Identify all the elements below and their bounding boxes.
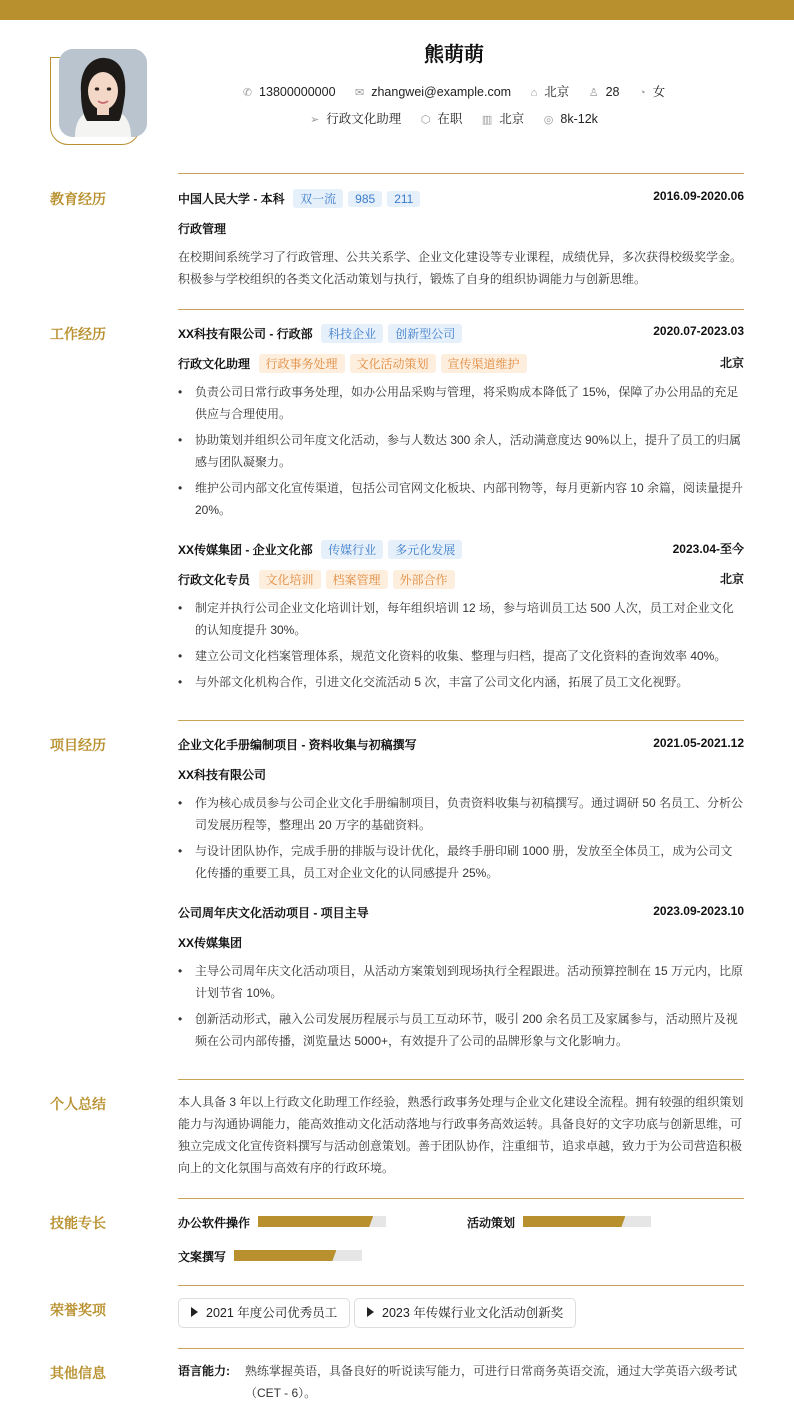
location-item	[531, 82, 570, 100]
project-date: 2023.09-2023.10	[653, 904, 744, 918]
project-title: 企业文化手册编制项目 - 资料收集与初稿撰写	[178, 738, 417, 752]
age-text: 28	[605, 85, 620, 99]
education-description: 在校期间系统学习了行政管理、公共关系学、企业文化建设等专业课程，成绩优异，多次获得校级奖学金。积极参与学校组织的各类文化活动策划与执行，锻炼了自身的组织协调能力与创新思维。	[178, 250, 743, 286]
location-text: 北京	[544, 85, 570, 99]
skill-tag: 外部合作	[393, 570, 455, 589]
other-label: 语言能力:	[178, 1364, 230, 1378]
status-item	[421, 109, 463, 127]
section-title-skills: 技能专长	[50, 1215, 106, 1231]
other-text: 熟练掌握英语，具备良好的听说读写能力，可进行日常商务英语交流，通过大学英语六级考试（CET - 6）。	[245, 1364, 738, 1400]
company-name: XX传媒集团 - 企业文化部	[178, 543, 313, 557]
age-icon: ♙	[588, 87, 599, 99]
skill-bar	[258, 1216, 386, 1227]
work-bullet: • 协助策划并组织公司年度文化活动，参与人数达 300 余人，活动满意度达 90%以上，提升了员工的归属感与团队凝聚力。	[178, 429, 744, 473]
city-text: 北京	[499, 112, 525, 126]
work-city: 北京	[719, 356, 744, 370]
job-role: 行政文化专员	[178, 573, 251, 587]
skill-name: 文案撰写	[178, 1250, 227, 1264]
work-city: 北京	[719, 572, 744, 586]
section-title-summary: 个人总结	[50, 1096, 106, 1112]
job-role: 行政文化助理	[178, 357, 251, 371]
company-tag: 多元化发展	[388, 540, 462, 559]
skill-name: 活动策划	[467, 1216, 516, 1230]
company-tag: 科技企业	[321, 324, 383, 343]
work-role-row	[178, 354, 744, 373]
major: 行政管理	[178, 222, 227, 236]
company-tag: 创新型公司	[388, 324, 462, 343]
salary-icon: ◎	[543, 114, 554, 126]
project-header	[178, 904, 744, 921]
skill-tag: 档案管理	[326, 570, 388, 589]
position-text: 行政文化助理	[326, 112, 402, 126]
salary-item	[544, 112, 598, 126]
status-text: 在职	[437, 112, 463, 126]
work-bullets	[178, 597, 744, 693]
phone-item	[243, 85, 336, 99]
gender-icon: ◔	[638, 87, 646, 99]
section-title-honors: 荣誉奖项	[50, 1302, 106, 1318]
age-item	[589, 85, 620, 99]
project-bullet: • 作为核心成员参与公司企业文化手册编制项目，负责资料收集与初稿撰写。通过调研 50 名员工、分析公司发展历程等，整理出 20 万字的基础资料。	[178, 792, 744, 836]
honor-text: 2023 年传媒行业文化活动创新奖	[382, 1306, 564, 1320]
work-role-row	[178, 570, 744, 589]
other-info	[178, 1360, 744, 1404]
summary-text: 本人具备 3 年以上行政文化助理工作经验，熟悉行政事务处理与企业文化建设全流程。拥有较强的组织策划能力与沟通协调能力，能高效推动文化活动落地与行政事务高效运转。具备良好的文字功底与创新思维，可独立完成文化宣传资料撰写与活动创意策划。善于团队协作，注重细节，追求卓越，致力于为公司营造积极向上的文化氛围与高效有序的行政环境。	[178, 1095, 744, 1175]
work-date: 2020.07-2023.03	[653, 324, 744, 338]
skill-tag: 文化活动策划	[350, 354, 436, 373]
project-bullets	[178, 960, 744, 1052]
company-name: XX科技有限公司 - 行政部	[178, 327, 313, 341]
work-bullets	[178, 381, 744, 521]
section-title-education: 教育经历	[50, 191, 106, 207]
section-divider	[178, 720, 744, 721]
gender-item	[639, 82, 665, 100]
section-divider	[178, 173, 744, 174]
skill-bar	[234, 1250, 362, 1261]
project-bullets	[178, 792, 744, 884]
section-divider	[178, 1285, 744, 1286]
project-bullet: • 主导公司周年庆文化活动项目，从活动方案策划到现场执行全程跟进。活动预算控制在 15 万元内，比原计划节省 10%。	[178, 960, 744, 1004]
status-icon: ⬡	[420, 114, 431, 126]
work-header	[178, 324, 744, 343]
school-name: 中国人民大学 - 本科	[178, 192, 285, 206]
top-accent-bar	[0, 0, 794, 20]
work-header	[178, 540, 744, 559]
education-date: 2016.09-2020.06	[653, 189, 744, 203]
skill-bar-fill	[258, 1216, 373, 1227]
company-tag: 传媒行业	[321, 540, 383, 559]
work-bullet: • 制定并执行公司企业文化培训计划，每年组织培训 12 场，参与培训员工达 500 人次，员工对企业文化的认知度提升 30%。	[178, 597, 744, 641]
project-bullet: • 创新活动形式，融入公司发展历程展示与员工互动环节，吸引 200 余名员工及家属参与，活动照片及视频在公司内部传播，浏览量达 5000+，有效提升了公司的品牌形象与文化影响力。	[178, 1008, 744, 1052]
home-icon: ⌂	[530, 87, 538, 99]
section-title-other: 其他信息	[50, 1365, 106, 1381]
section-divider	[178, 1198, 744, 1199]
education-tag: 985	[348, 191, 382, 207]
skill-name: 办公软件操作	[178, 1216, 251, 1230]
skill-bar-fill	[234, 1250, 336, 1261]
skill-bar-fill	[523, 1216, 625, 1227]
mail-icon: ✉	[355, 87, 365, 99]
project-header	[178, 736, 744, 753]
project-date: 2021.05-2021.12	[653, 736, 744, 750]
project-bullet: • 与设计团队协作，完成手册的排版与设计优化，最终手册印刷 1000 册，发放至全体员工，成为公司文化传播的重要工具，员工对企业文化的认同感提升 25%。	[178, 840, 744, 884]
email-item	[355, 85, 511, 99]
gender-text: 女	[652, 85, 666, 99]
education-tag: 211	[387, 191, 420, 207]
section-divider	[178, 1348, 744, 1349]
phone-text: 13800000000	[259, 85, 336, 99]
project-org: XX传媒集团	[178, 936, 243, 950]
work-date: 2023.04-至今	[672, 542, 744, 556]
position-item	[310, 109, 401, 127]
phone-icon: ✆	[242, 87, 253, 99]
work-bullet: • 维护公司内部文化宣传渠道，包括公司官网文化板块、内部刊物等，每月更新内容 10 余篇，阅读量提升 20%。	[178, 477, 744, 521]
section-divider	[178, 1079, 744, 1080]
education-header	[178, 189, 744, 208]
work-bullet: • 建立公司文化档案管理体系，规范文化资料的收集、整理与归档，提高了文化资料的查询效率 40%。	[178, 645, 744, 667]
salary-text: 8k-12k	[560, 112, 598, 126]
work-bullet: • 与外部文化机构合作，引进文化交流活动 5 次，丰富了公司文化内涵，拓展了员工文化视野。	[178, 671, 744, 693]
section-title-projects: 项目经历	[50, 737, 106, 753]
send-icon: ➢	[310, 114, 320, 126]
contact-row	[0, 82, 794, 100]
email-text: zhangwei@example.com	[371, 85, 512, 99]
building-icon: ▥	[481, 114, 493, 126]
honor-text: 2021 年度公司优秀员工	[206, 1306, 338, 1320]
candidate-name: 熊萌萌	[424, 44, 484, 66]
play-triangle-icon	[367, 1307, 374, 1317]
section-title-work: 工作经历	[50, 326, 106, 342]
honor-item[interactable]	[354, 1298, 576, 1328]
project-title: 公司周年庆文化活动项目 - 项目主导	[178, 906, 369, 920]
skill-tag: 文化培训	[259, 570, 321, 589]
city-item	[482, 109, 524, 127]
project-org: XX科技有限公司	[178, 768, 267, 782]
skill-tag: 宣传渠道维护	[441, 354, 527, 373]
play-triangle-icon	[191, 1307, 198, 1317]
section-divider	[178, 309, 744, 310]
education-tag: 双一流	[293, 189, 343, 208]
skill-tag: 行政事务处理	[259, 354, 345, 373]
skill-bar	[523, 1216, 651, 1227]
honor-item[interactable]	[178, 1298, 350, 1328]
job-row	[0, 109, 794, 127]
work-bullet: • 负责公司日常行政事务处理，如办公用品采购与管理，将采购成本降低了 15%，保障了办公用品的充足供应与合理使用。	[178, 381, 744, 425]
